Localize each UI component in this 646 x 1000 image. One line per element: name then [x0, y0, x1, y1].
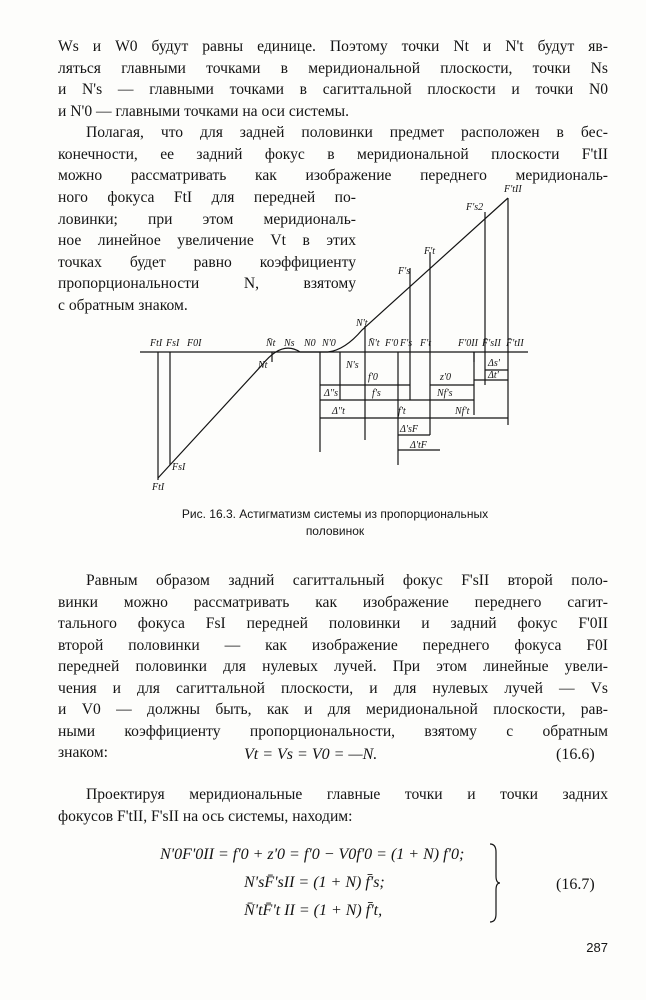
text-line: ляться главными точками в меридиональной плоскости, точки Ns [58, 59, 608, 77]
text-line: ными коэффициенту пропорциональности, взятому с обратным [58, 722, 608, 740]
text-line: с обратным знаком. [58, 296, 188, 314]
equation-16-7-line-2: N'sF̄'sII = (1 + N) f̄'s; [244, 874, 385, 891]
caption-line: половинок [305, 524, 365, 538]
equation-16-7-line-1: N'0F'0II = f'0 + z'0 = f'0 − V0f'0 = (1 + N) f'0; [160, 846, 465, 863]
text-line: знаком: [58, 744, 108, 761]
right-brace [488, 842, 500, 924]
label-FsII: F̄'sII [482, 338, 501, 349]
equation-16-7-line-3: N̄'tF̄'t II = (1 + N) f̄'t, [244, 902, 383, 919]
text-line: Проектируя меридиональные главные точки и точки задних [86, 786, 608, 803]
paragraph-1 [58, 36, 608, 122]
text-line: ловинки; при этом меридиональ- [58, 210, 356, 228]
label-delta-tp: Δt' [488, 370, 499, 381]
label-FsI-low: FsI [172, 462, 186, 473]
text-line: чения и для сагиттальной плоскости, и для нулевых лучей — Vs [58, 679, 608, 697]
text-line: Полагая, что для задней половинки предмет расположен в бес- [86, 124, 608, 141]
label-Ntp: N't [356, 318, 368, 329]
equation-number-16-7: (16.7) [556, 876, 595, 893]
caption-line: Рис. 16.3. Астигматизм системы из пропорциональных [181, 507, 489, 521]
text-line: фокусов F'tII, F'sII на ось системы, находим: [58, 807, 353, 825]
label-f0p: f'0 [368, 372, 378, 383]
label-N0: N0 [304, 338, 316, 349]
label-Nftp: Nf't [455, 406, 470, 417]
label-delta-t: Δ''t [332, 406, 345, 417]
label-F0I: F0I [187, 338, 202, 349]
label-Ftp: F't [420, 338, 432, 349]
text-line: точках будет равно коэффициенту [58, 253, 356, 271]
label-FtI: FtI [150, 338, 163, 349]
label-Nt: Nt [258, 360, 268, 371]
label-Fs2: F's2 [466, 202, 484, 213]
equation-number-16-6: (16.6) [556, 746, 595, 763]
label-z0p: z'0 [440, 372, 452, 383]
label-FtI-low: FtI [152, 482, 165, 493]
text-line: Равным образом задний сагиттальный фокус F'sII второй поло- [86, 572, 608, 589]
label-F0II: F'0II [458, 338, 478, 349]
text-line: винки можно рассматривать как изображение переднего сагит- [58, 593, 608, 611]
text-line: пропорциональности N, взятому [58, 275, 356, 292]
label-FtII-top: F'tII [504, 184, 522, 195]
text-line: и V0 — должны быть, как и для меридиональной плоскости, рав- [58, 701, 608, 718]
paragraph-4 [58, 784, 608, 827]
label-Fs-up: F's [398, 266, 411, 277]
text-line: передней половинки для нулевых лучей. При этом линейные увели- [58, 658, 608, 675]
label-Fsp: F's [400, 338, 413, 349]
figure-caption [100, 506, 570, 540]
label-Ft-up: F't [424, 246, 436, 257]
label-F0p: F'0 [385, 338, 399, 349]
label-ftp: f't [398, 406, 406, 417]
text-line: конечности, ее задний фокус в меридиональной плоскости F'tII [58, 145, 608, 163]
figure-16-3 [0, 180, 646, 500]
text-line: второй половинки — как изображение переднего фокуса F0I [58, 636, 608, 654]
label-Ns-axis: Ns [284, 338, 295, 349]
paragraph-3 [58, 570, 608, 764]
label-Nfsp: Nf's [437, 388, 453, 399]
label-delta-tF: Δ'tF [410, 440, 427, 451]
label-Nt-axis: N̄t [266, 338, 276, 349]
label-N0p: N'0 [322, 338, 336, 349]
text-line: и N's — главными точками в сагиттальной плоскости и точки N0 [58, 81, 608, 98]
label-fsp: f's [372, 388, 381, 399]
paragraph-2 [58, 122, 608, 187]
text-line: ного фокуса FtI для передней по- [58, 189, 356, 206]
label-FtII: F̄'tII [506, 338, 524, 349]
text-line: Ws и W0 будут равны единице. Поэтому точки Nt и N't будут яв- [58, 38, 608, 55]
label-FsI: FsI [166, 338, 180, 349]
text-line: и N'0 — главными точками на оси системы. [58, 102, 350, 120]
label-delta-sp: Δs' [488, 358, 500, 369]
page-number: 287 [586, 940, 608, 955]
label-Ntp-bar: N̄'t [368, 338, 380, 349]
label-delta-s: Δ''s [324, 388, 339, 399]
label-delta-sF: Δ'sF [400, 424, 419, 435]
text-line: ное линейное увеличение Vt в этих [58, 232, 356, 249]
label-Nsp: N's [346, 360, 359, 371]
text-line: можно рассматривать как изображение переднего меридиональ- [58, 167, 608, 184]
text-line: тального фокуса FsI передней половинки и задний фокус F'0II [58, 615, 608, 632]
equation-16-6: Vt = Vs = V0 = —N. [244, 746, 378, 763]
